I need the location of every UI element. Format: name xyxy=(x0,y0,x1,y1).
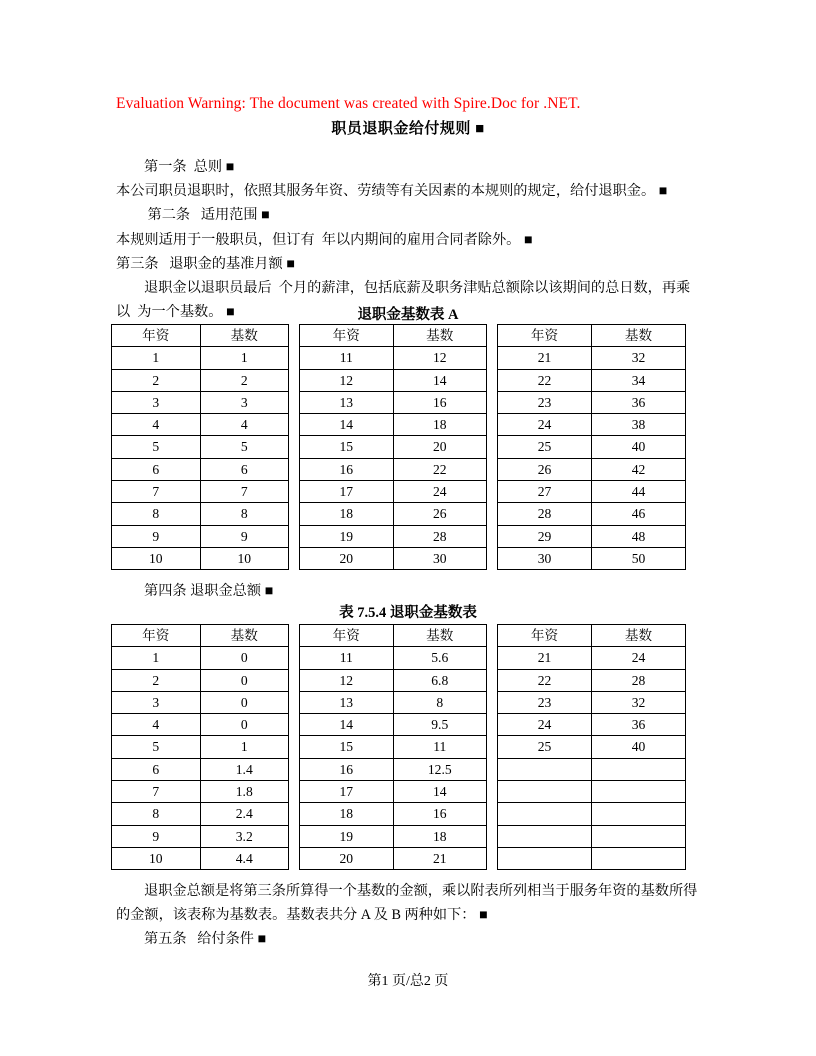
column-header-base: 基数 xyxy=(200,625,289,647)
cell-years: 10 xyxy=(112,547,201,569)
cell-base: 46 xyxy=(592,503,686,525)
cell-years: 6 xyxy=(112,758,201,780)
cell-years: 1 xyxy=(112,647,201,669)
cell-years: 20 xyxy=(300,847,394,869)
cell-years-empty xyxy=(498,825,592,847)
article-4-text: 退职金总额是将第三条所算得一个基数的金额，乘以附表所列相当于服务年资的基数所得 xyxy=(144,883,698,899)
cell-base: 5 xyxy=(200,436,289,458)
cell-base: 2 xyxy=(200,369,289,391)
cell-years: 14 xyxy=(300,414,394,436)
cell-base: 32 xyxy=(592,691,686,713)
cell-base: 3.2 xyxy=(200,825,289,847)
column-header-base: 基数 xyxy=(592,325,686,347)
article-4-text-cont: 的金额，该表称为基数表。基数表共分 A 及 B 两种如下： ■ xyxy=(116,907,488,924)
table-row xyxy=(300,325,487,347)
table-row xyxy=(498,481,686,503)
cell-years: 30 xyxy=(498,547,592,569)
cell-years: 14 xyxy=(300,714,394,736)
article-4-heading: 第四条 退职金总额 ■ xyxy=(144,583,274,599)
column-header-years: 年资 xyxy=(300,625,394,647)
cell-years: 7 xyxy=(112,481,201,503)
cell-base: 1.8 xyxy=(200,781,289,803)
table-row xyxy=(300,391,487,413)
page-title: 职员退职金给付规则 ■ xyxy=(331,121,485,137)
cell-years-empty xyxy=(498,803,592,825)
evaluation-warning-banner: Evaluation Warning: The document was created with Spire.Doc for .NET. xyxy=(116,95,581,112)
cell-years: 16 xyxy=(300,758,394,780)
table-row xyxy=(300,414,487,436)
cell-base: 28 xyxy=(393,525,487,547)
cell-years: 10 xyxy=(112,847,201,869)
cell-base: 24 xyxy=(592,647,686,669)
table-row xyxy=(300,691,487,713)
cell-base: 44 xyxy=(592,481,686,503)
cell-base: 1 xyxy=(200,736,289,758)
cell-years: 22 xyxy=(498,369,592,391)
cell-base: 3 xyxy=(200,391,289,413)
table-row xyxy=(300,547,487,569)
table-a-block-2 xyxy=(299,324,487,570)
cell-base: 0 xyxy=(200,647,289,669)
cell-base: 8 xyxy=(393,691,487,713)
table-row xyxy=(112,803,289,825)
cell-years: 11 xyxy=(300,347,394,369)
table-row xyxy=(498,625,686,647)
table-row xyxy=(300,481,487,503)
table-row xyxy=(112,669,289,691)
cell-base: 5.6 xyxy=(393,647,487,669)
cell-base: 32 xyxy=(592,347,686,369)
cell-years: 1 xyxy=(112,347,201,369)
cell-years: 8 xyxy=(112,503,201,525)
table-row xyxy=(498,436,686,458)
column-header-years: 年资 xyxy=(498,625,592,647)
closing-text-block xyxy=(116,879,700,952)
table-row xyxy=(498,736,686,758)
table-row xyxy=(300,825,487,847)
table-b-block-2 xyxy=(299,624,487,870)
cell-base: 2.4 xyxy=(200,803,289,825)
cell-base: 4 xyxy=(200,414,289,436)
cell-base: 14 xyxy=(393,369,487,391)
table-row xyxy=(498,847,686,869)
cell-base: 40 xyxy=(592,736,686,758)
cell-base: 36 xyxy=(592,714,686,736)
cell-years: 28 xyxy=(498,503,592,525)
table-row xyxy=(498,669,686,691)
table-row xyxy=(112,647,289,669)
table-row xyxy=(300,847,487,869)
table-row xyxy=(112,391,289,413)
table-row xyxy=(498,525,686,547)
cell-base-empty xyxy=(592,825,686,847)
cell-years: 13 xyxy=(300,691,394,713)
table-row xyxy=(112,325,289,347)
cell-base: 0 xyxy=(200,669,289,691)
cell-years: 3 xyxy=(112,391,201,413)
cell-years: 7 xyxy=(112,781,201,803)
cell-years: 22 xyxy=(498,669,592,691)
cell-base: 9.5 xyxy=(393,714,487,736)
table-row xyxy=(112,503,289,525)
table-a xyxy=(111,324,686,570)
table-a-block-3 xyxy=(497,324,686,570)
cell-years: 16 xyxy=(300,458,394,480)
table-row xyxy=(112,736,289,758)
cell-years-empty xyxy=(498,781,592,803)
cell-base: 36 xyxy=(592,391,686,413)
cell-years: 2 xyxy=(112,669,201,691)
cell-years: 25 xyxy=(498,736,592,758)
table-row xyxy=(300,347,487,369)
table-row xyxy=(498,503,686,525)
table-row xyxy=(112,625,289,647)
table-row xyxy=(300,436,487,458)
cell-base: 38 xyxy=(592,414,686,436)
article-3-text-cont: 以 为一个基数。 ■ xyxy=(116,304,235,321)
table-row xyxy=(112,691,289,713)
cell-years: 17 xyxy=(300,781,394,803)
cell-base: 26 xyxy=(393,503,487,525)
cell-years: 25 xyxy=(498,436,592,458)
article-3-heading: 第三条 退职金的基准月额 ■ xyxy=(116,255,295,272)
article-1-text: 本公司职员退职时，依照其服务年资、劳绩等有关因素的本规则的规定，给付退职金。 ■ xyxy=(116,183,668,200)
table-row xyxy=(300,625,487,647)
cell-base: 10 xyxy=(200,547,289,569)
table-row xyxy=(300,781,487,803)
table-row xyxy=(300,669,487,691)
table-row xyxy=(112,714,289,736)
cell-years: 26 xyxy=(498,458,592,480)
table-row xyxy=(112,347,289,369)
cell-base: 12 xyxy=(393,347,487,369)
cell-years: 15 xyxy=(300,736,394,758)
cell-years: 13 xyxy=(300,391,394,413)
cell-years-empty xyxy=(498,847,592,869)
column-header-base: 基数 xyxy=(200,325,289,347)
cell-years: 23 xyxy=(498,391,592,413)
cell-base: 30 xyxy=(393,547,487,569)
table-row xyxy=(498,758,686,780)
cell-years: 21 xyxy=(498,347,592,369)
column-header-base: 基数 xyxy=(393,625,487,647)
table-row xyxy=(300,714,487,736)
cell-base: 8 xyxy=(200,503,289,525)
table-row xyxy=(300,758,487,780)
article-3-text: 退职金以退职员最后 个月的薪津，包括底薪及职务津贴总额除以该期间的总日数，再乘 xyxy=(144,280,691,297)
cell-base: 42 xyxy=(592,458,686,480)
cell-base: 24 xyxy=(393,481,487,503)
cell-years: 27 xyxy=(498,481,592,503)
cell-years: 15 xyxy=(300,436,394,458)
cell-base: 50 xyxy=(592,547,686,569)
body-text-block xyxy=(116,155,700,324)
column-header-base: 基数 xyxy=(592,625,686,647)
table-row xyxy=(112,781,289,803)
cell-base: 22 xyxy=(393,458,487,480)
table-row xyxy=(112,436,289,458)
article-2-heading: 第二条 适用范围 ■ xyxy=(144,207,270,224)
cell-years: 11 xyxy=(300,647,394,669)
table-row xyxy=(112,825,289,847)
table-row xyxy=(112,414,289,436)
table-row xyxy=(300,736,487,758)
cell-years: 24 xyxy=(498,714,592,736)
cell-years: 21 xyxy=(498,647,592,669)
cell-base: 18 xyxy=(393,414,487,436)
cell-years: 9 xyxy=(112,525,201,547)
table-row xyxy=(498,347,686,369)
cell-years: 17 xyxy=(300,481,394,503)
cell-years: 12 xyxy=(300,669,394,691)
cell-base: 12.5 xyxy=(393,758,487,780)
table-row xyxy=(112,369,289,391)
cell-years: 20 xyxy=(300,547,394,569)
cell-base: 6.8 xyxy=(393,669,487,691)
cell-base-empty xyxy=(592,758,686,780)
cell-years: 4 xyxy=(112,714,201,736)
cell-base: 11 xyxy=(393,736,487,758)
cell-years: 18 xyxy=(300,503,394,525)
article-5-heading: 第五条 给付条件 ■ xyxy=(144,931,267,948)
cell-years: 19 xyxy=(300,825,394,847)
table-row xyxy=(498,547,686,569)
cell-years: 23 xyxy=(498,691,592,713)
cell-base: 4.4 xyxy=(200,847,289,869)
table-row xyxy=(498,325,686,347)
table-row xyxy=(300,803,487,825)
table-b-caption: 表 7.5.4 退职金基数表 xyxy=(339,605,477,621)
cell-years: 29 xyxy=(498,525,592,547)
cell-years: 19 xyxy=(300,525,394,547)
cell-base: 28 xyxy=(592,669,686,691)
table-row xyxy=(112,458,289,480)
cell-base: 18 xyxy=(393,825,487,847)
table-b xyxy=(111,624,686,870)
table-b-block-1 xyxy=(111,624,289,870)
cell-years: 6 xyxy=(112,458,201,480)
table-row xyxy=(112,525,289,547)
table-row xyxy=(498,691,686,713)
table-row xyxy=(112,758,289,780)
cell-years: 2 xyxy=(112,369,201,391)
cell-years: 12 xyxy=(300,369,394,391)
table-row xyxy=(498,647,686,669)
cell-base: 0 xyxy=(200,714,289,736)
cell-years: 24 xyxy=(498,414,592,436)
cell-base-empty xyxy=(592,847,686,869)
cell-base: 16 xyxy=(393,391,487,413)
cell-base-empty xyxy=(592,781,686,803)
article-1-heading: 第一条 总则 ■ xyxy=(144,159,235,175)
table-row xyxy=(300,458,487,480)
column-header-years: 年资 xyxy=(112,325,201,347)
table-row xyxy=(498,781,686,803)
cell-base: 14 xyxy=(393,781,487,803)
cell-base: 48 xyxy=(592,525,686,547)
cell-base: 34 xyxy=(592,369,686,391)
table-b-block-3 xyxy=(497,624,686,870)
column-header-years: 年资 xyxy=(300,325,394,347)
cell-years: 18 xyxy=(300,803,394,825)
cell-base: 40 xyxy=(592,436,686,458)
cell-base: 1.4 xyxy=(200,758,289,780)
table-row xyxy=(300,369,487,391)
cell-years: 5 xyxy=(112,736,201,758)
table-row xyxy=(300,647,487,669)
cell-base-empty xyxy=(592,803,686,825)
table-row xyxy=(498,414,686,436)
table-row xyxy=(112,481,289,503)
cell-years: 5 xyxy=(112,436,201,458)
cell-years: 4 xyxy=(112,414,201,436)
cell-years: 3 xyxy=(112,691,201,713)
table-row xyxy=(112,547,289,569)
cell-base: 0 xyxy=(200,691,289,713)
cell-years-empty xyxy=(498,758,592,780)
cell-base: 9 xyxy=(200,525,289,547)
table-a-caption: 退职金基数表 A xyxy=(357,307,459,323)
cell-years: 8 xyxy=(112,803,201,825)
table-row xyxy=(300,525,487,547)
cell-base: 21 xyxy=(393,847,487,869)
table-row xyxy=(498,803,686,825)
cell-base: 1 xyxy=(200,347,289,369)
table-row xyxy=(112,847,289,869)
cell-base: 20 xyxy=(393,436,487,458)
table-row xyxy=(498,825,686,847)
table-a-block-1 xyxy=(111,324,289,570)
table-row xyxy=(498,714,686,736)
page-footer: 第1 页/总2 页 xyxy=(367,974,449,989)
cell-base: 16 xyxy=(393,803,487,825)
table-row xyxy=(498,369,686,391)
cell-base: 7 xyxy=(200,481,289,503)
table-row xyxy=(498,391,686,413)
column-header-years: 年资 xyxy=(498,325,592,347)
cell-base: 6 xyxy=(200,458,289,480)
article-2-text: 本规则适用于一般职员，但订有 年以内期间的雇用合同者除外。 ■ xyxy=(116,231,533,248)
cell-years: 9 xyxy=(112,825,201,847)
column-header-base: 基数 xyxy=(393,325,487,347)
table-row xyxy=(300,503,487,525)
table-row xyxy=(498,458,686,480)
column-header-years: 年资 xyxy=(112,625,201,647)
